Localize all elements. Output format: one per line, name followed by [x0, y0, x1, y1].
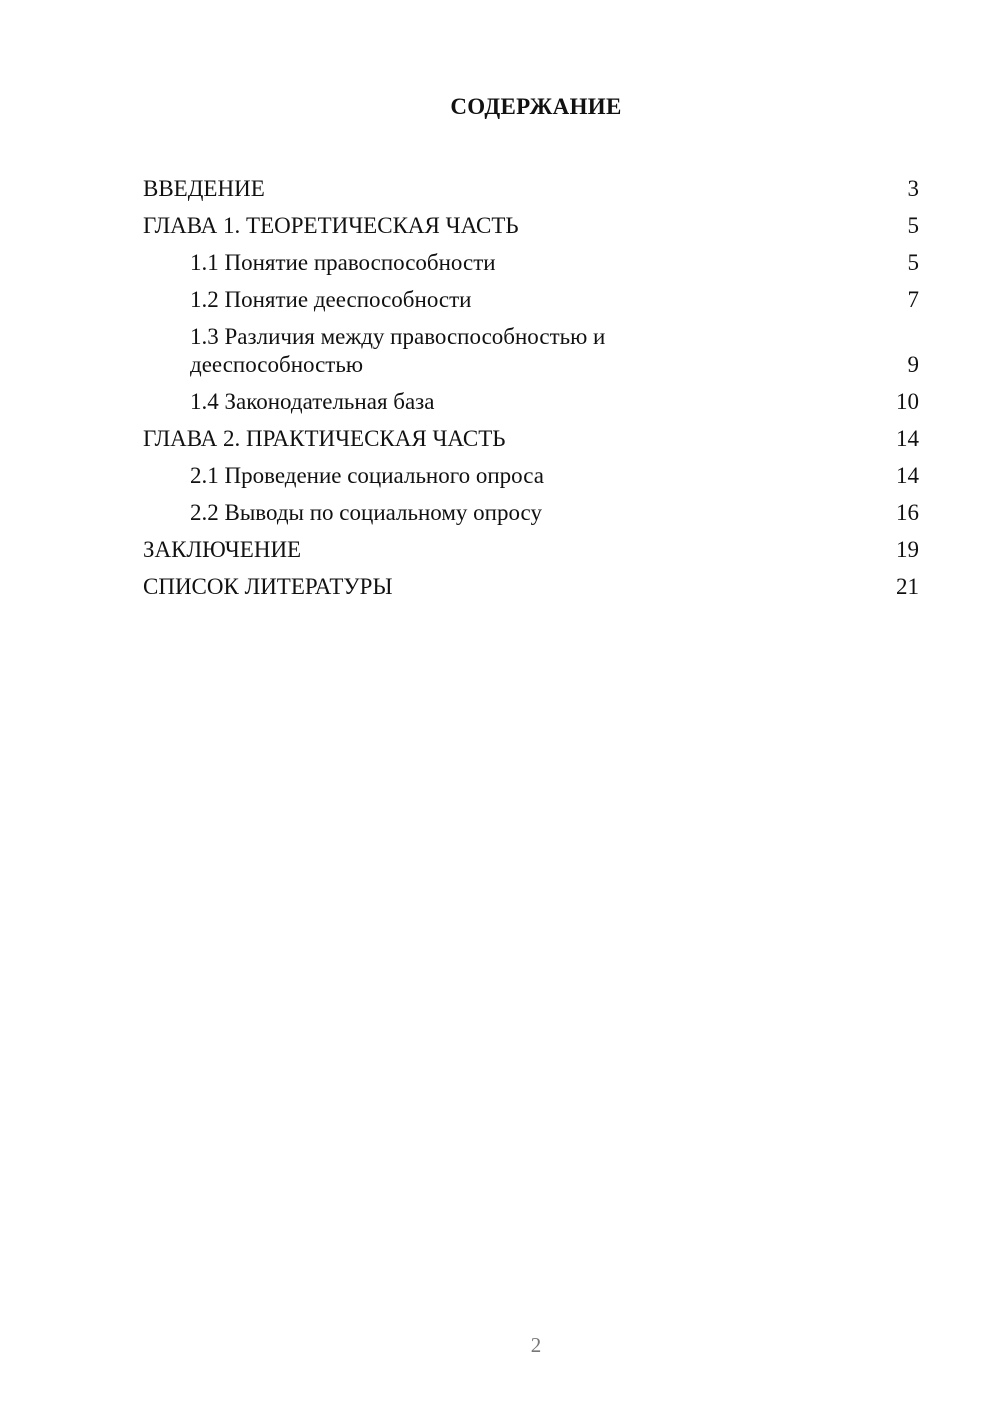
page-title: СОДЕРЖАНИЕ — [450, 94, 622, 119]
page-number: 2 — [530, 1333, 542, 1357]
toc-entry-page: 5 — [907, 250, 919, 275]
toc-entry-page: 5 — [907, 213, 919, 238]
toc-entry-page: 3 — [907, 176, 919, 201]
toc-entry-section-2-2 — [143, 492, 919, 529]
toc-entry-page: 14 — [896, 426, 919, 451]
toc-entry-label: 2.1 Проведение социального опроса — [190, 463, 544, 488]
toc-entry-references — [143, 566, 919, 603]
table-of-contents — [143, 168, 919, 603]
toc-entry-page: 9 — [907, 352, 919, 377]
toc-entry-label: ВВЕДЕНИЕ — [143, 176, 265, 201]
toc-entry-page: 19 — [896, 537, 919, 562]
toc-entry-label: 1.1 Понятие правоспособности — [190, 250, 496, 275]
toc-entry-label: СПИСОК ЛИТЕРАТУРЫ — [143, 574, 393, 599]
toc-entry-section-1-4 — [143, 381, 919, 418]
toc-entry-label: ЗАКЛЮЧЕНИЕ — [143, 537, 302, 562]
toc-entry-label: 1.2 Понятие дееспособности — [190, 287, 472, 312]
toc-entry-page: 16 — [896, 500, 919, 525]
toc-entry-page: 21 — [896, 574, 919, 599]
toc-entry-page: 10 — [896, 389, 919, 414]
toc-entry-label: ГЛАВА 2. ПРАКТИЧЕСКАЯ ЧАСТЬ — [143, 426, 506, 451]
toc-entry-section-1-2 — [143, 279, 919, 316]
toc-entry-page: 14 — [896, 463, 919, 488]
toc-entry-label: 1.3 Различия между правоспособностью и дееспособностью — [190, 324, 606, 377]
toc-entry-section-1-3 — [143, 316, 919, 381]
toc-entry-label: 2.2 Выводы по социальному опросу — [190, 500, 542, 525]
toc-entry-section-2-1 — [143, 455, 919, 492]
toc-entry-introduction — [143, 168, 919, 205]
toc-entry-label: 1.4 Законодательная база — [190, 389, 435, 414]
toc-entry-conclusion — [143, 529, 919, 566]
toc-entry-chapter-1 — [143, 205, 919, 242]
toc-entry-section-1-1 — [143, 242, 919, 279]
toc-entry-page: 7 — [907, 287, 919, 312]
toc-entry-chapter-2 — [143, 418, 919, 455]
toc-entry-label: ГЛАВА 1. ТЕОРЕТИЧЕСКАЯ ЧАСТЬ — [143, 213, 519, 238]
